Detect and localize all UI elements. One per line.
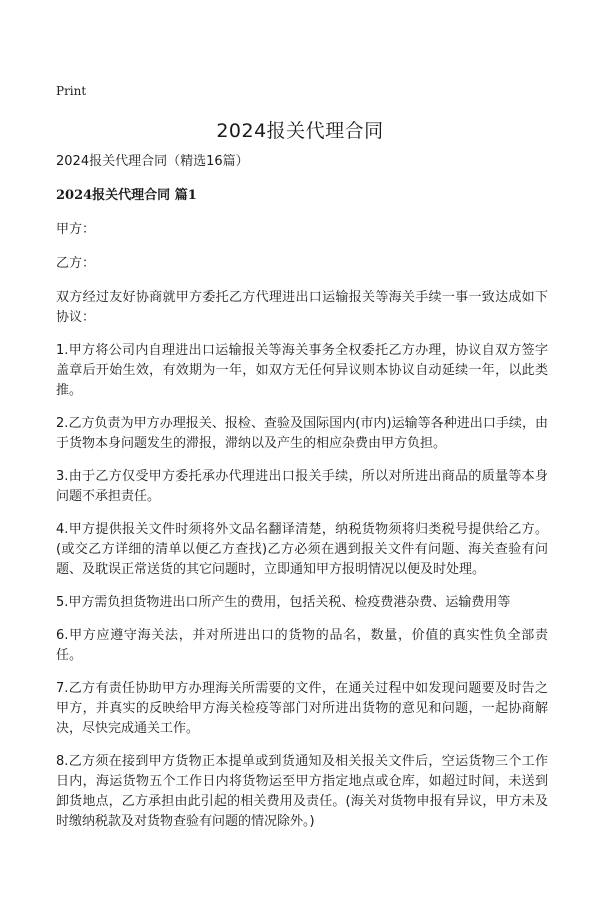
print-button[interactable]: Print — [56, 84, 87, 98]
clause-2: 2.乙方负责为甲方办理报关、报检、查验及国际国内(市内)运输等各种进出口手续，由于货物本身问题发生的滞报，滞纳以及产生的相应杂费由甲方负担。 — [56, 416, 548, 451]
section-heading: 2024报关代理合同 篇1 — [56, 188, 197, 203]
clause-1: 1.甲方将公司内自理进出口运输报关等海关事务全权委托乙方办理，协议自双方签字盖章后开始生效，有效期为一年，如双方无任何异议则本协议自动延续一年，以此类推。 — [56, 343, 548, 398]
clause-7: 7.乙方有责任协助甲方办理海关所需要的文件，在通关过程中如发现问题要及时告之甲方，并真实的反映给甲方海关检疫等部门对所进出货物的意见和问题，一起协商解决，尽快完成通关工作。 — [56, 681, 548, 736]
clause-3: 3.由于乙方仅受甲方委托承办代理进出口报关手续，所以对所进出商品的质量等本身问题不承担责任。 — [56, 469, 548, 504]
clause-8: 8.乙方须在接到甲方货物正本提单或到货通知及相关报关文件后，空运货物三个工作日内，海运货物五个工作日内将货物运至甲方指定地点或仓库，如超过时间，未送到卸货地点，乙方承担由此引起的相关费用及责任。(海关对货物申报有异议，甲方未及时缴纳税款及对货物查验有问题的情况除外。) — [56, 754, 548, 829]
document-subtitle: 2024报关代理合同（精选16篇） — [56, 154, 249, 169]
document-title: 2024报关代理合同 — [216, 120, 384, 142]
document-body — [56, 152, 548, 845]
clause-5: 5.甲方需负担货物进出口所产生的费用，包括关税、检疫费港杂费、运输费用等 — [56, 595, 511, 610]
clause-4: 4.甲方提供报关文件时须将外文品名翻译清楚，纳税货物须将归类税号提供给乙方。(或交乙方详细的清单以便乙方查找)乙方必须在遇到报关文件有问题、海关查验有问题、及耽误正常送货的其它问题时，立即通知甲方报明情况以便及时处理。 — [56, 522, 548, 577]
party-b-label: 乙方： — [56, 256, 96, 271]
intro-paragraph: 双方经过友好协商就甲方委托乙方代理进出口运输报关等海关手续一事一致达成如下协议： — [56, 290, 548, 325]
party-a-label: 甲方： — [56, 222, 96, 237]
clause-6: 6.甲方应遵守海关法，并对所进出口的货物的品名，数量，价值的真实性负全部责任。 — [56, 628, 548, 663]
